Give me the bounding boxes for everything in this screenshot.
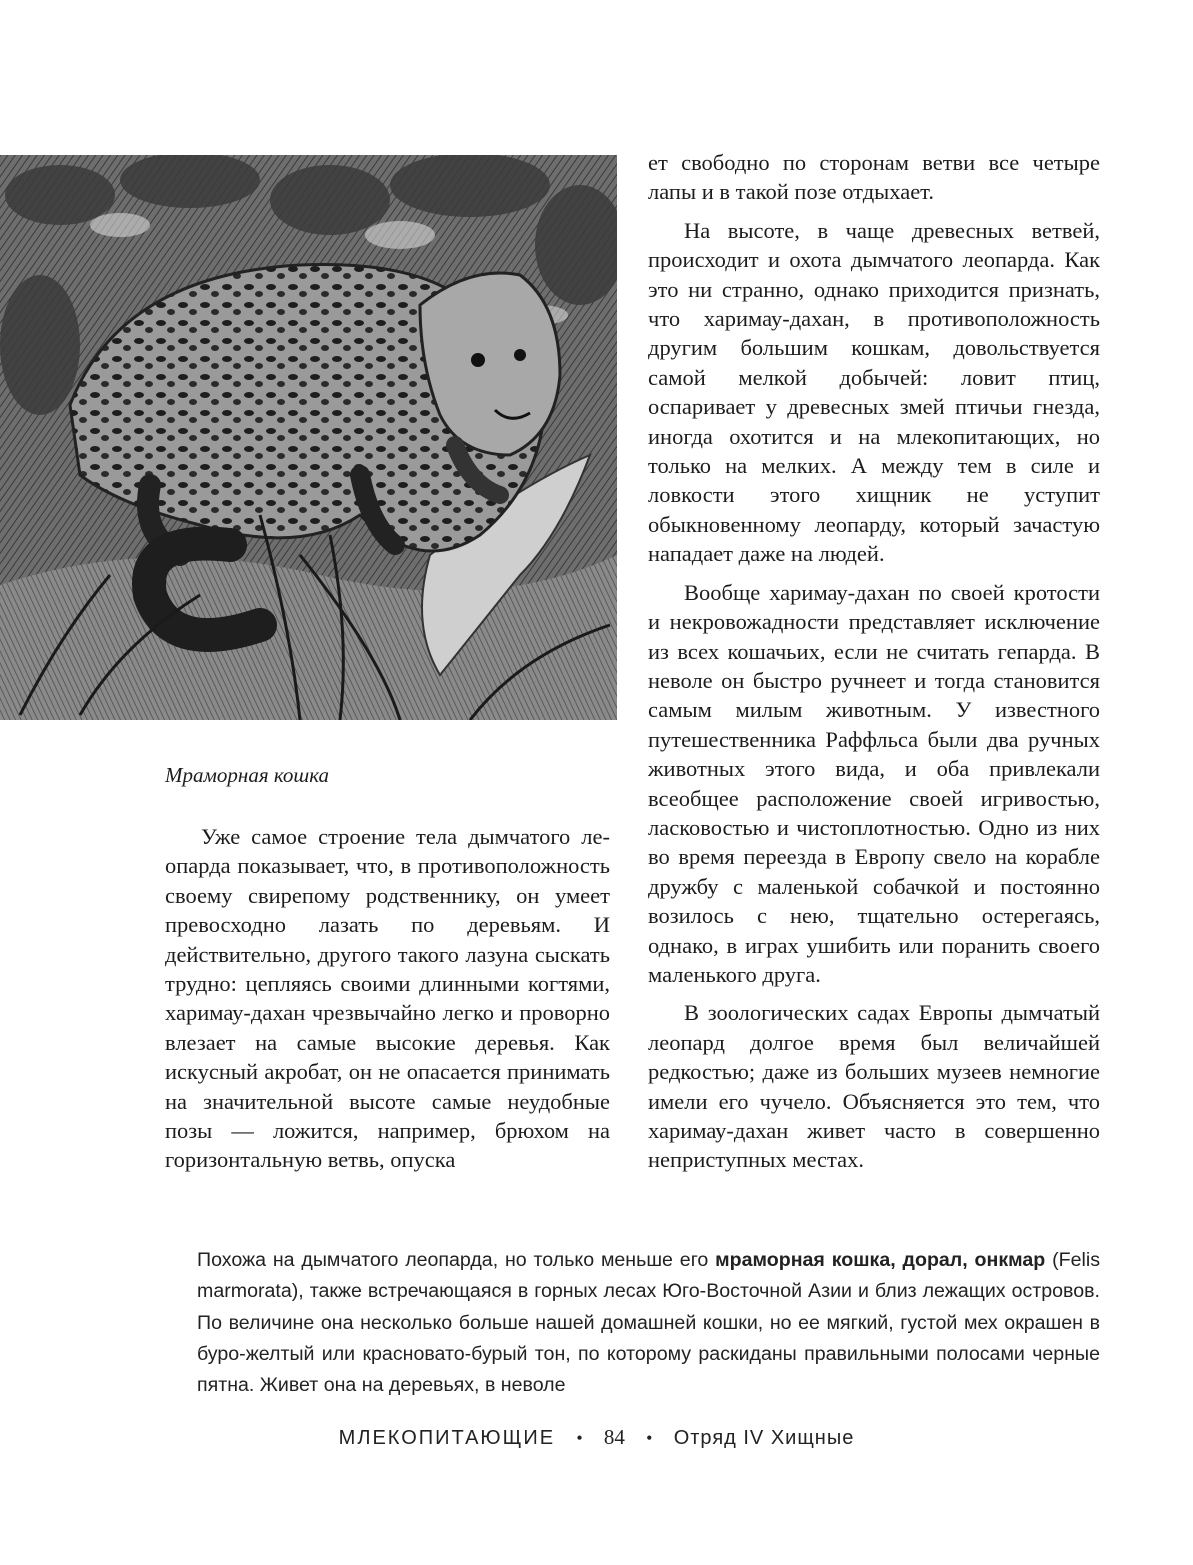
paragraph: Вообще харимау-дахан по своей кротости и некровожадности представляет исключение из всех кошачьих, если не считать гепарда. В неволе он быстро ручнеет и тогда становится самым милым животным. У известного путешественника Раффльса были два ручных животных этого вида, и оба привлекали всеобщее расположение своей игривостью, ласковостью и чистоплотностью. Одно из них во время переезда в Европу свело на корабле дружбу с маленькой собачкой и постоянно возилось с нею, тщательно остерегаясь, однако, в играх ушибить или поранить своего маленького друга. [648, 579, 1100, 987]
illustration-caption: Мраморная кошка [165, 763, 330, 787]
sidebar-species-name: мраморная кошка, дорал, онкмар [715, 1249, 1046, 1271]
marbled-cat-illustration [0, 155, 617, 720]
paragraph: На высоте, в чаще древесных ветвей, происходит и охота дымчатого леопарда. Как это ни странно, однако приходится признать, что харимау-дахан, в противоположность другим большим кошкам, довольствуется самой мелкой добычей: ловит птиц, оспаривает у древесных змей птичьи гнезда, иногда охотится и на млекопитающих, но только на мелких. А между тем в силе и ловкости этого хищник не уступит обыкновенному леопарду, который зачастую нападает даже на людей. [648, 217, 1100, 567]
sidebar-lead: Похожа на дымчатого леопарда, но только меньше его [197, 1249, 716, 1271]
footer-section-title: МЛЕКОПИТАЮЩИЕ [338, 1427, 556, 1449]
paragraph: В зоологических садах Европы дымчатый леопард долгое время был величайшей редкостью; даже из больших музеев немногие имели его чучело. Объясняется это тем, что харимау-дахан живет часто в совершенно неприступных местах. [648, 1000, 1100, 1173]
paragraph: Уже самое строение тела дымчатого леопарда показывает, что, в противоположность своему свирепому родственнику, он умеет превосходно лазать по деревьям. И действительно, другого такого лазуна сыскать трудно: цепляясь своими длинными когтями, харимау-дахан чрезвычайно легко и проворно влезает на самые высокие деревья. Как искусный акробат, он не опасается принимать на значительной высоте самые неудобные позы — ложится, например, брюхом на горизонтальную ветвь, опуска [165, 824, 610, 1173]
left-text-column [165, 822, 610, 1175]
paragraph-continuation: ет свободно по сторонам ветви все четыре лапы и в такой позе отдыхает. [648, 150, 1100, 205]
page-footer [0, 1425, 1193, 1450]
footer-separator: • [576, 1428, 583, 1448]
page-number: 84 [603, 1425, 625, 1449]
sidebar-note [197, 1245, 1100, 1401]
right-text-column [648, 148, 1100, 1175]
footer-separator: • [646, 1428, 653, 1448]
footer-order-title: Отряд IV Хищные [673, 1427, 855, 1449]
marbled-cat-engraving-image [0, 155, 617, 720]
sidebar-body: (Felis marmorata), также встречающаяся в горных лесах Юго-Восточной Азии и близ лежащих островов. По величине она несколько больше нашей домашней кошки, но ее мягкий, густой мех окрашен в буро-желтый или красновато-бурый тон, по которому раскиданы правильными полосами черные пятна. Живет она на деревьях, в неволе [197, 1249, 1101, 1397]
